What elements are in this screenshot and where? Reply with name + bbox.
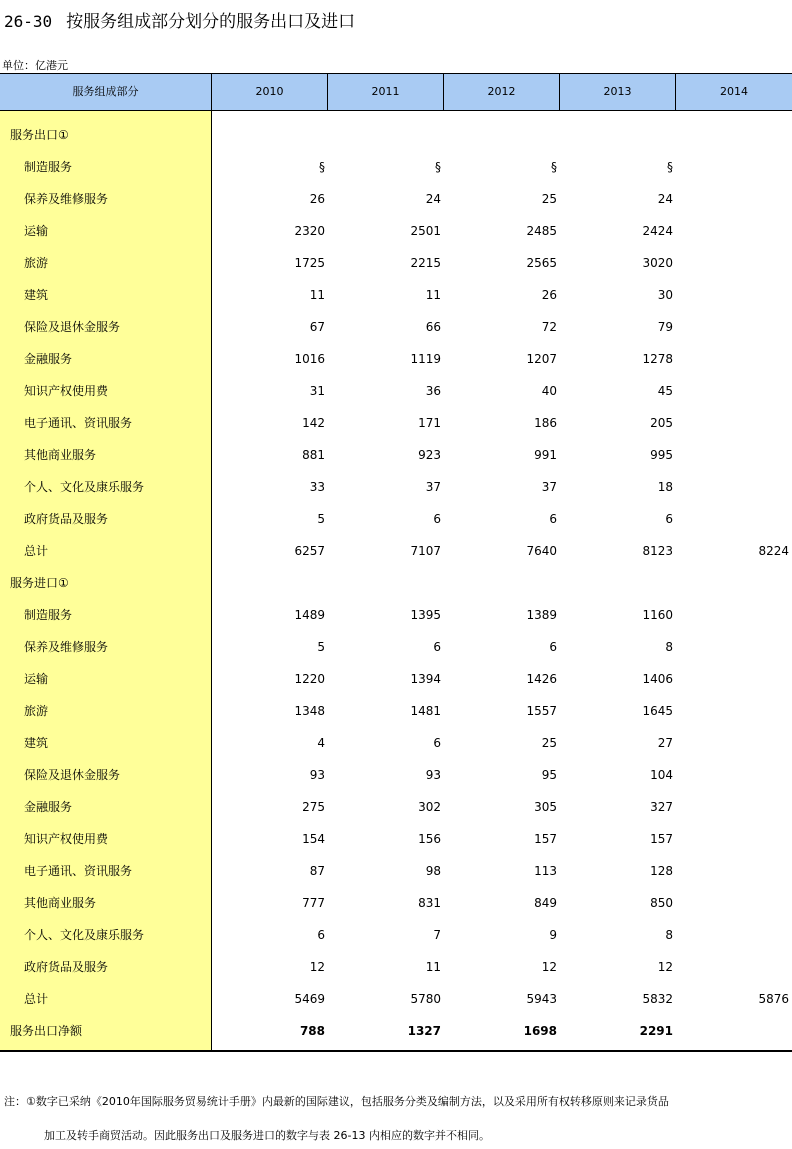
cell-value: 26 bbox=[541, 288, 557, 302]
row-label: 政府货品及服务 bbox=[24, 512, 109, 526]
cell-value: 991 bbox=[534, 448, 557, 462]
cell-value: 6 bbox=[433, 512, 441, 526]
cell-value: 7107 bbox=[410, 544, 441, 558]
cell-value: 12 bbox=[541, 960, 557, 974]
table-row bbox=[0, 247, 792, 279]
cell-value: 26 bbox=[309, 192, 325, 206]
cell-value: 1395 bbox=[410, 608, 441, 622]
cell-value: 4 bbox=[317, 736, 325, 750]
table-row bbox=[0, 567, 792, 599]
cell-value: 777 bbox=[302, 896, 325, 910]
cell-value: 24 bbox=[657, 192, 673, 206]
cell-value: 6 bbox=[665, 512, 673, 526]
table-row bbox=[0, 183, 792, 215]
table-row bbox=[0, 887, 792, 919]
table-row bbox=[0, 823, 792, 855]
table-row bbox=[0, 375, 792, 407]
row-label: 其他商业服务 bbox=[24, 448, 97, 462]
cell-value: 11 bbox=[309, 288, 325, 302]
footnote-line-1: 注：①数字已采纳《2010年国际服务贸易统计手册》内最新的国际建议，包括服务分类及编制方法，以及采用所有权转移原则来记录货品 bbox=[4, 1095, 669, 1108]
cell-value: 93 bbox=[309, 768, 325, 782]
cell-value: 93 bbox=[425, 768, 441, 782]
cell-value: 5780 bbox=[410, 992, 441, 1006]
cell-value: 128 bbox=[650, 864, 673, 878]
cell-value: 305 bbox=[534, 800, 557, 814]
cell-value: 8123 bbox=[642, 544, 673, 558]
cell-value: 5469 bbox=[294, 992, 325, 1006]
cell-value: 113 bbox=[534, 864, 557, 878]
cell-value: 2485 bbox=[526, 224, 557, 238]
table-row bbox=[0, 439, 792, 471]
cell-value: 7 bbox=[433, 928, 441, 942]
cell-value: 24 bbox=[425, 192, 441, 206]
table-row bbox=[0, 599, 792, 631]
cell-value: 36 bbox=[425, 384, 441, 398]
cell-value: 25 bbox=[541, 192, 557, 206]
row-label: 金融服务 bbox=[24, 800, 73, 814]
footnote-line-2: 加工及转手商贸活动。因此服务出口及服务进口的数字与表 26-13 内相应的数字并不相同。 bbox=[44, 1129, 490, 1142]
header-year: 2013 bbox=[603, 85, 632, 98]
cell-value: 87 bbox=[309, 864, 325, 878]
cell-value: 5 bbox=[317, 640, 325, 654]
cell-value: 12 bbox=[657, 960, 673, 974]
cell-value: 79 bbox=[657, 320, 673, 334]
row-label: 金融服务 bbox=[24, 352, 73, 366]
table-row bbox=[0, 1015, 792, 1047]
cell-value: 1406 bbox=[642, 672, 673, 686]
header-category: 服务组成部分 bbox=[72, 85, 139, 98]
cell-value: 8 bbox=[665, 640, 673, 654]
cell-value: 1220 bbox=[294, 672, 325, 686]
row-label: 制造服务 bbox=[24, 608, 73, 622]
table-bottom-border bbox=[0, 1050, 792, 1052]
cell-value: 788 bbox=[299, 1024, 325, 1038]
cell-value: 72 bbox=[541, 320, 557, 334]
row-label: 总计 bbox=[24, 992, 49, 1006]
row-label: 服务出口净额 bbox=[10, 1024, 83, 1038]
cell-value: 850 bbox=[650, 896, 673, 910]
header-year: 2012 bbox=[487, 85, 516, 98]
cell-value: 1016 bbox=[294, 352, 325, 366]
cell-value: § bbox=[435, 160, 441, 174]
table-row bbox=[0, 791, 792, 823]
row-label: 旅游 bbox=[24, 256, 49, 270]
cell-value: 6 bbox=[549, 640, 557, 654]
cell-value: 186 bbox=[534, 416, 557, 430]
row-label: 服务进口① bbox=[10, 576, 69, 590]
cell-value: 45 bbox=[657, 384, 673, 398]
cell-value: 1698 bbox=[523, 1024, 557, 1038]
cell-value: 11 bbox=[425, 960, 441, 974]
table-row bbox=[0, 663, 792, 695]
table-row bbox=[0, 919, 792, 951]
cell-value: 171 bbox=[418, 416, 441, 430]
row-label: 运输 bbox=[24, 224, 49, 238]
cell-value: 5832 bbox=[642, 992, 673, 1006]
page-title bbox=[4, 7, 355, 32]
cell-value: 1481 bbox=[410, 704, 441, 718]
cell-value: 12 bbox=[309, 960, 325, 974]
cell-value: 8224 bbox=[758, 544, 789, 558]
cell-value: 3020 bbox=[642, 256, 673, 270]
cell-value: 6 bbox=[433, 640, 441, 654]
cell-value: 1725 bbox=[294, 256, 325, 270]
table-row bbox=[0, 535, 792, 567]
table-number: 26-30 bbox=[4, 12, 53, 31]
cell-value: 2320 bbox=[294, 224, 325, 238]
row-label: 建筑 bbox=[24, 288, 49, 302]
header-year: 2011 bbox=[371, 85, 400, 98]
cell-value: 881 bbox=[302, 448, 325, 462]
header-year: 2010 bbox=[255, 85, 284, 98]
cell-value: 95 bbox=[541, 768, 557, 782]
header-year: 2014 bbox=[720, 85, 748, 98]
cell-value: § bbox=[667, 160, 673, 174]
table-row bbox=[0, 951, 792, 983]
cell-value: 30 bbox=[657, 288, 673, 302]
cell-value: 5 bbox=[317, 512, 325, 526]
cell-value: 9 bbox=[549, 928, 557, 942]
cell-value: 1348 bbox=[294, 704, 325, 718]
table-row bbox=[0, 855, 792, 887]
unit-label: 单位：亿港元 bbox=[2, 59, 68, 72]
row-label: 建筑 bbox=[24, 736, 49, 750]
cell-value: 37 bbox=[425, 480, 441, 494]
row-label: 政府货品及服务 bbox=[24, 960, 109, 974]
cell-value: 849 bbox=[534, 896, 557, 910]
cell-value: 67 bbox=[309, 320, 325, 334]
cell-value: 27 bbox=[657, 736, 673, 750]
cell-value: 33 bbox=[309, 480, 325, 494]
cell-value: 302 bbox=[418, 800, 441, 814]
cell-value: § bbox=[319, 160, 325, 174]
cell-value: 2565 bbox=[526, 256, 557, 270]
cell-value: 1278 bbox=[642, 352, 673, 366]
row-label: 电子通讯、资讯服务 bbox=[24, 416, 133, 430]
cell-value: 205 bbox=[650, 416, 673, 430]
table-row bbox=[0, 631, 792, 663]
table-row bbox=[0, 503, 792, 535]
cell-value: 104 bbox=[650, 768, 673, 782]
cell-value: 327 bbox=[650, 800, 673, 814]
table-row bbox=[0, 759, 792, 791]
cell-value: 6 bbox=[317, 928, 325, 942]
cell-value: 1557 bbox=[526, 704, 557, 718]
cell-value: 154 bbox=[302, 832, 325, 846]
row-label: 保养及维修服务 bbox=[24, 192, 109, 206]
cell-value: 66 bbox=[425, 320, 441, 334]
cell-value: 157 bbox=[534, 832, 557, 846]
cell-value: 40 bbox=[541, 384, 557, 398]
row-label: 保险及退休金服务 bbox=[24, 320, 121, 334]
table-row bbox=[0, 311, 792, 343]
cell-value: 8 bbox=[665, 928, 673, 942]
cell-value: § bbox=[551, 160, 557, 174]
cell-value: 7640 bbox=[526, 544, 557, 558]
cell-value: 6257 bbox=[294, 544, 325, 558]
table-row bbox=[0, 215, 792, 247]
row-label: 知识产权使用费 bbox=[24, 832, 109, 846]
cell-value: 5943 bbox=[526, 992, 557, 1006]
cell-value: 1394 bbox=[410, 672, 441, 686]
cell-value: 31 bbox=[309, 384, 325, 398]
cell-value: 6 bbox=[433, 736, 441, 750]
cell-value: 156 bbox=[418, 832, 441, 846]
cell-value: 1645 bbox=[642, 704, 673, 718]
table-row bbox=[0, 727, 792, 759]
table-title: 按服务组成部分划分的服务出口及进口 bbox=[66, 12, 356, 32]
table-row bbox=[0, 151, 792, 183]
table-row bbox=[0, 119, 792, 151]
cell-value: 831 bbox=[418, 896, 441, 910]
cell-value: 1389 bbox=[526, 608, 557, 622]
table-row bbox=[0, 471, 792, 503]
row-label: 个人、文化及康乐服务 bbox=[24, 480, 145, 494]
cell-value: 923 bbox=[418, 448, 441, 462]
cell-value: 1489 bbox=[294, 608, 325, 622]
row-label: 制造服务 bbox=[24, 160, 73, 174]
table-row bbox=[0, 279, 792, 311]
row-label: 旅游 bbox=[24, 704, 49, 718]
cell-value: 142 bbox=[302, 416, 325, 430]
cell-value: 1426 bbox=[526, 672, 557, 686]
cell-value: 995 bbox=[650, 448, 673, 462]
cell-value: 18 bbox=[657, 480, 673, 494]
row-label: 运输 bbox=[24, 672, 49, 686]
cell-value: 2501 bbox=[410, 224, 441, 238]
row-label: 个人、文化及康乐服务 bbox=[24, 928, 145, 942]
cell-value: 2215 bbox=[410, 256, 441, 270]
row-label: 其他商业服务 bbox=[24, 896, 97, 910]
cell-value: 1119 bbox=[410, 352, 441, 366]
cell-value: 5876 bbox=[758, 992, 789, 1006]
row-label: 保险及退休金服务 bbox=[24, 768, 121, 782]
cell-value: 25 bbox=[541, 736, 557, 750]
row-label: 保养及维修服务 bbox=[24, 640, 109, 654]
cell-value: 1160 bbox=[642, 608, 673, 622]
table-header bbox=[0, 73, 792, 111]
row-label: 电子通讯、资讯服务 bbox=[24, 864, 133, 878]
cell-value: 2424 bbox=[642, 224, 673, 238]
table-row bbox=[0, 343, 792, 375]
cell-value: 2291 bbox=[639, 1024, 673, 1038]
cell-value: 6 bbox=[549, 512, 557, 526]
cell-value: 157 bbox=[650, 832, 673, 846]
table-row bbox=[0, 695, 792, 727]
cell-value: 1327 bbox=[407, 1024, 441, 1038]
table-row bbox=[0, 407, 792, 439]
row-label: 知识产权使用费 bbox=[24, 384, 109, 398]
cell-value: 98 bbox=[425, 864, 441, 878]
row-label: 服务出口① bbox=[10, 128, 69, 142]
cell-value: 11 bbox=[425, 288, 441, 302]
cell-value: 275 bbox=[302, 800, 325, 814]
cell-value: 1207 bbox=[526, 352, 557, 366]
row-label: 总计 bbox=[24, 544, 49, 558]
table-row bbox=[0, 983, 792, 1015]
cell-value: 37 bbox=[541, 480, 557, 494]
